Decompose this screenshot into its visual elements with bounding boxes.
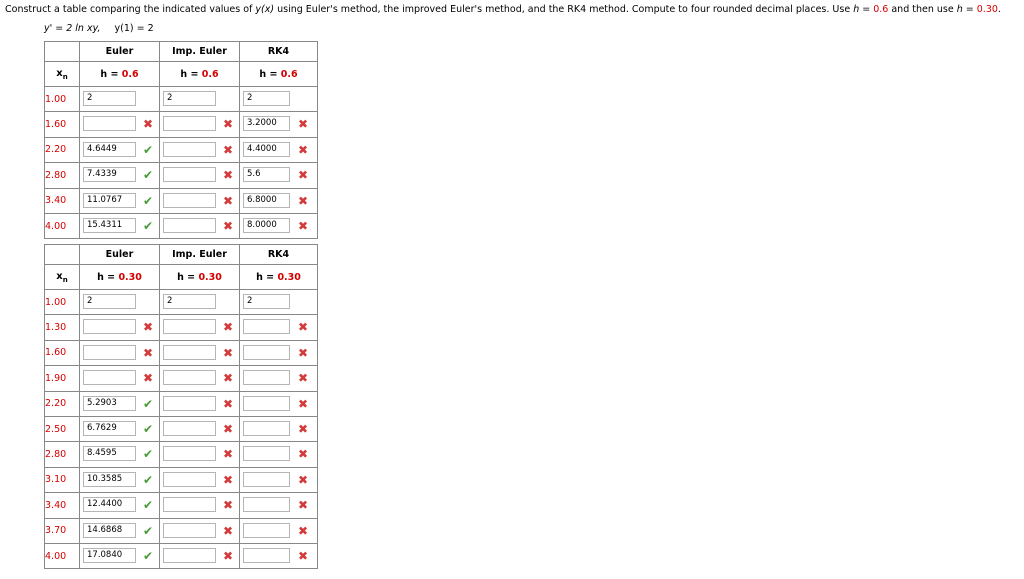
euler-cell	[80, 213, 160, 238]
rk4-cell	[240, 416, 318, 441]
imp-euler-cell	[160, 391, 240, 416]
imp-euler-answer-input[interactable]	[163, 446, 216, 461]
euler-answer-input[interactable]: 2	[83, 91, 136, 106]
step-size-euler	[80, 62, 160, 87]
euler-answer-input[interactable]	[83, 319, 136, 334]
euler-answer-input[interactable]: 8.4595	[83, 446, 136, 461]
step-size-prefix: h =	[259, 68, 281, 80]
rk4-answer-input[interactable]	[243, 421, 290, 436]
euler-cell	[80, 290, 160, 315]
checkmark-icon: ✔	[142, 193, 154, 208]
rk4-answer-input[interactable]	[243, 370, 290, 385]
step-size-value: 0.30	[118, 271, 142, 283]
x-value: 2.20	[45, 391, 80, 416]
imp-euler-answer-input[interactable]	[163, 345, 216, 360]
instructions-h-symbol: h	[956, 4, 963, 15]
imp-euler-cell	[160, 213, 240, 238]
cross-icon: ✖	[297, 168, 309, 183]
cross-icon: ✖	[222, 320, 234, 335]
step-size-prefix: h =	[100, 68, 122, 80]
initial-condition: y(1) = 2	[114, 23, 154, 34]
euler-cell	[80, 315, 160, 340]
euler-cell	[80, 493, 160, 518]
cross-icon: ✖	[297, 193, 309, 208]
cross-icon: ✖	[297, 421, 309, 436]
cross-icon: ✖	[222, 193, 234, 208]
imp-euler-cell	[160, 112, 240, 137]
rk4-answer-input[interactable]: 5.6	[243, 167, 290, 182]
euler-cell	[80, 340, 160, 365]
instructions-part: =	[962, 4, 977, 15]
rk4-cell	[240, 112, 318, 137]
x-value: 1.30	[45, 315, 80, 340]
euler-answer-input[interactable]: 2	[83, 294, 136, 309]
rk4-cell	[240, 391, 318, 416]
results-table-h030	[44, 244, 318, 569]
rk4-cell	[240, 467, 318, 492]
cross-icon: ✖	[142, 345, 154, 360]
table-row	[45, 213, 318, 238]
cross-icon: ✖	[222, 523, 234, 538]
imp-euler-answer-input[interactable]	[163, 548, 216, 563]
euler-answer-input[interactable]	[83, 116, 136, 131]
rk4-answer-input[interactable]	[243, 345, 290, 360]
imp-euler-answer-input[interactable]	[163, 116, 216, 131]
instructions-part: using Euler's method, the improved Euler's method, and the RK4 method. Compute to four rounded decimal places. Use	[274, 4, 854, 15]
cross-icon: ✖	[222, 168, 234, 183]
imp-euler-answer-input[interactable]: 2	[163, 294, 216, 309]
table-row	[45, 442, 318, 467]
euler-cell	[80, 112, 160, 137]
table-row	[45, 467, 318, 492]
checkmark-icon: ✔	[142, 548, 154, 563]
euler-answer-input[interactable]	[83, 345, 136, 360]
imp-euler-cell	[160, 366, 240, 391]
euler-cell	[80, 391, 160, 416]
rk4-answer-input[interactable]	[243, 497, 290, 512]
euler-cell	[80, 137, 160, 162]
imp-euler-cell	[160, 163, 240, 188]
x-value: 1.00	[45, 87, 80, 112]
step-size-rk4	[240, 265, 318, 290]
checkmark-icon: ✔	[142, 421, 154, 436]
cross-icon: ✖	[297, 447, 309, 462]
euler-cell	[80, 442, 160, 467]
checkmark-icon: ✔	[142, 498, 154, 513]
step-size-rk4	[240, 62, 318, 87]
column-header-euler: Euler	[80, 42, 160, 62]
cross-icon: ✖	[222, 498, 234, 513]
imp-euler-cell	[160, 290, 240, 315]
cross-icon: ✖	[222, 421, 234, 436]
step-size-imp-euler	[160, 62, 240, 87]
xn-label: x	[56, 270, 63, 282]
imp-euler-answer-input[interactable]	[163, 142, 216, 157]
rk4-answer-input[interactable]	[243, 472, 290, 487]
rk4-cell	[240, 493, 318, 518]
table-row	[45, 163, 318, 188]
rk4-answer-input[interactable]	[243, 548, 290, 563]
euler-answer-input[interactable]: 4.6449	[83, 142, 136, 157]
table-row	[45, 543, 318, 568]
instructions-part: =	[859, 4, 874, 15]
rk4-cell	[240, 340, 318, 365]
step-size-imp-euler	[160, 265, 240, 290]
table-row	[45, 112, 318, 137]
imp-euler-cell	[160, 188, 240, 213]
rk4-answer-input[interactable]: 8.0000	[243, 218, 290, 233]
step-size-value: 0.30	[277, 271, 301, 283]
imp-euler-cell	[160, 137, 240, 162]
euler-cell	[80, 163, 160, 188]
euler-answer-input[interactable]: 14.6868	[83, 523, 136, 538]
euler-answer-input[interactable]: 7.4339	[83, 167, 136, 182]
instructions-text	[5, 4, 1001, 16]
x-value: 3.10	[45, 467, 80, 492]
xn-subscript: n	[62, 275, 68, 284]
cross-icon: ✖	[222, 345, 234, 360]
cross-icon: ✖	[142, 117, 154, 132]
instructions-h-value: 0.6	[873, 4, 889, 15]
x-value: 2.80	[45, 442, 80, 467]
step-size-value: 0.30	[198, 271, 222, 283]
rk4-cell	[240, 290, 318, 315]
imp-euler-answer-input[interactable]: 2	[163, 91, 216, 106]
rk4-cell	[240, 442, 318, 467]
step-size-prefix: h =	[177, 271, 199, 283]
imp-euler-answer-input[interactable]	[163, 472, 216, 487]
imp-euler-cell	[160, 87, 240, 112]
cross-icon: ✖	[222, 447, 234, 462]
euler-cell	[80, 366, 160, 391]
rk4-cell	[240, 315, 318, 340]
euler-answer-input[interactable]: 17.0840	[83, 548, 136, 563]
x-value: 3.70	[45, 518, 80, 543]
xn-label: x	[56, 67, 63, 79]
column-header-rk4: RK4	[240, 42, 318, 62]
step-size-prefix: h =	[180, 68, 202, 80]
step-size-prefix: h =	[97, 271, 119, 283]
instructions-part: .	[997, 4, 1001, 15]
rk4-answer-input[interactable]: 4.4000	[243, 142, 290, 157]
table-row	[45, 340, 318, 365]
table-row	[45, 137, 318, 162]
x-value: 1.00	[45, 290, 80, 315]
x-value: 1.90	[45, 366, 80, 391]
x-value: 4.00	[45, 543, 80, 568]
euler-cell	[80, 188, 160, 213]
imp-euler-cell	[160, 442, 240, 467]
cross-icon: ✖	[222, 396, 234, 411]
cross-icon: ✖	[297, 218, 309, 233]
cross-icon: ✖	[222, 142, 234, 157]
imp-euler-answer-input[interactable]	[163, 396, 216, 411]
table-row	[45, 518, 318, 543]
checkmark-icon: ✔	[142, 218, 154, 233]
cross-icon: ✖	[297, 472, 309, 487]
step-size-euler	[80, 265, 160, 290]
table-row	[45, 416, 318, 441]
table-row	[45, 391, 318, 416]
rk4-cell	[240, 188, 318, 213]
x-value: 3.40	[45, 188, 80, 213]
euler-answer-input[interactable]: 6.7629	[83, 421, 136, 436]
imp-euler-answer-input[interactable]	[163, 218, 216, 233]
cross-icon: ✖	[222, 472, 234, 487]
table-row	[45, 188, 318, 213]
cross-icon: ✖	[297, 142, 309, 157]
cross-icon: ✖	[297, 345, 309, 360]
x-value: 1.60	[45, 340, 80, 365]
rk4-answer-input[interactable]	[243, 319, 290, 334]
xn-header	[45, 265, 80, 290]
rk4-cell	[240, 163, 318, 188]
imp-euler-cell	[160, 543, 240, 568]
imp-euler-answer-input[interactable]	[163, 167, 216, 182]
checkmark-icon: ✔	[142, 472, 154, 487]
euler-answer-input[interactable]: 15.4311	[83, 218, 136, 233]
cross-icon: ✖	[297, 548, 309, 563]
cross-icon: ✖	[142, 320, 154, 335]
table-row	[45, 315, 318, 340]
euler-answer-input[interactable]: 5.2903	[83, 396, 136, 411]
results-table-h06	[44, 41, 318, 239]
ode-text: y' = 2 ln xy,	[44, 23, 101, 34]
corner-cell	[45, 245, 80, 265]
corner-cell	[45, 42, 80, 62]
x-value: 2.80	[45, 163, 80, 188]
rk4-answer-input[interactable]: 6.8000	[243, 193, 290, 208]
rk4-answer-input[interactable]: 2	[243, 91, 290, 106]
rk4-cell	[240, 213, 318, 238]
imp-euler-answer-input[interactable]	[163, 370, 216, 385]
instructions-function: y(x)	[255, 4, 275, 15]
cross-icon: ✖	[297, 320, 309, 335]
rk4-cell	[240, 543, 318, 568]
cross-icon: ✖	[222, 218, 234, 233]
instructions-h-symbol: h	[853, 4, 860, 15]
x-value: 2.20	[45, 137, 80, 162]
cross-icon: ✖	[222, 117, 234, 132]
instructions-h-value: 0.30	[976, 4, 998, 15]
column-header-imp-euler: Imp. Euler	[160, 42, 240, 62]
cross-icon: ✖	[297, 396, 309, 411]
checkmark-icon: ✔	[142, 396, 154, 411]
imp-euler-cell	[160, 340, 240, 365]
table-row	[45, 493, 318, 518]
checkmark-icon: ✔	[142, 142, 154, 157]
step-size-value: 0.6	[121, 68, 139, 80]
imp-euler-cell	[160, 315, 240, 340]
rk4-cell	[240, 137, 318, 162]
euler-cell	[80, 467, 160, 492]
xn-header	[45, 62, 80, 87]
step-size-value: 0.6	[280, 68, 298, 80]
rk4-answer-input[interactable]	[243, 396, 290, 411]
checkmark-icon: ✔	[142, 523, 154, 538]
column-header-imp-euler: Imp. Euler	[160, 245, 240, 265]
x-value: 2.50	[45, 416, 80, 441]
imp-euler-answer-input[interactable]	[163, 319, 216, 334]
euler-cell	[80, 518, 160, 543]
imp-euler-answer-input[interactable]	[163, 421, 216, 436]
euler-cell	[80, 87, 160, 112]
table-row	[45, 290, 318, 315]
rk4-answer-input[interactable]	[243, 523, 290, 538]
rk4-cell	[240, 518, 318, 543]
rk4-answer-input[interactable]	[243, 446, 290, 461]
cross-icon: ✖	[297, 498, 309, 513]
imp-euler-answer-input[interactable]	[163, 497, 216, 512]
x-value: 1.60	[45, 112, 80, 137]
checkmark-icon: ✔	[142, 447, 154, 462]
cross-icon: ✖	[297, 371, 309, 386]
ode-equation	[44, 23, 154, 34]
rk4-answer-input[interactable]: 3.2000	[243, 116, 290, 131]
column-header-rk4: RK4	[240, 245, 318, 265]
xn-subscript: n	[62, 72, 68, 81]
table-row	[45, 87, 318, 112]
euler-answer-input[interactable]: 12.4400	[83, 497, 136, 512]
x-value: 3.40	[45, 493, 80, 518]
rk4-answer-input[interactable]: 2	[243, 294, 290, 309]
imp-euler-cell	[160, 493, 240, 518]
euler-answer-input[interactable]: 11.0767	[83, 193, 136, 208]
cross-icon: ✖	[142, 371, 154, 386]
rk4-cell	[240, 87, 318, 112]
euler-answer-input[interactable]	[83, 370, 136, 385]
rk4-cell	[240, 366, 318, 391]
cross-icon: ✖	[222, 371, 234, 386]
cross-icon: ✖	[297, 117, 309, 132]
checkmark-icon: ✔	[142, 168, 154, 183]
step-size-value: 0.6	[201, 68, 219, 80]
imp-euler-cell	[160, 467, 240, 492]
imp-euler-answer-input[interactable]	[163, 523, 216, 538]
instructions-part: and then use	[888, 4, 957, 15]
instructions-part: Construct a table comparing the indicated values of	[5, 4, 256, 15]
column-header-euler: Euler	[80, 245, 160, 265]
euler-cell	[80, 416, 160, 441]
step-size-prefix: h =	[256, 271, 278, 283]
euler-cell	[80, 543, 160, 568]
imp-euler-cell	[160, 416, 240, 441]
euler-answer-input[interactable]: 10.3585	[83, 472, 136, 487]
cross-icon: ✖	[222, 548, 234, 563]
imp-euler-answer-input[interactable]	[163, 193, 216, 208]
imp-euler-cell	[160, 518, 240, 543]
cross-icon: ✖	[297, 523, 309, 538]
table-row	[45, 366, 318, 391]
x-value: 4.00	[45, 213, 80, 238]
